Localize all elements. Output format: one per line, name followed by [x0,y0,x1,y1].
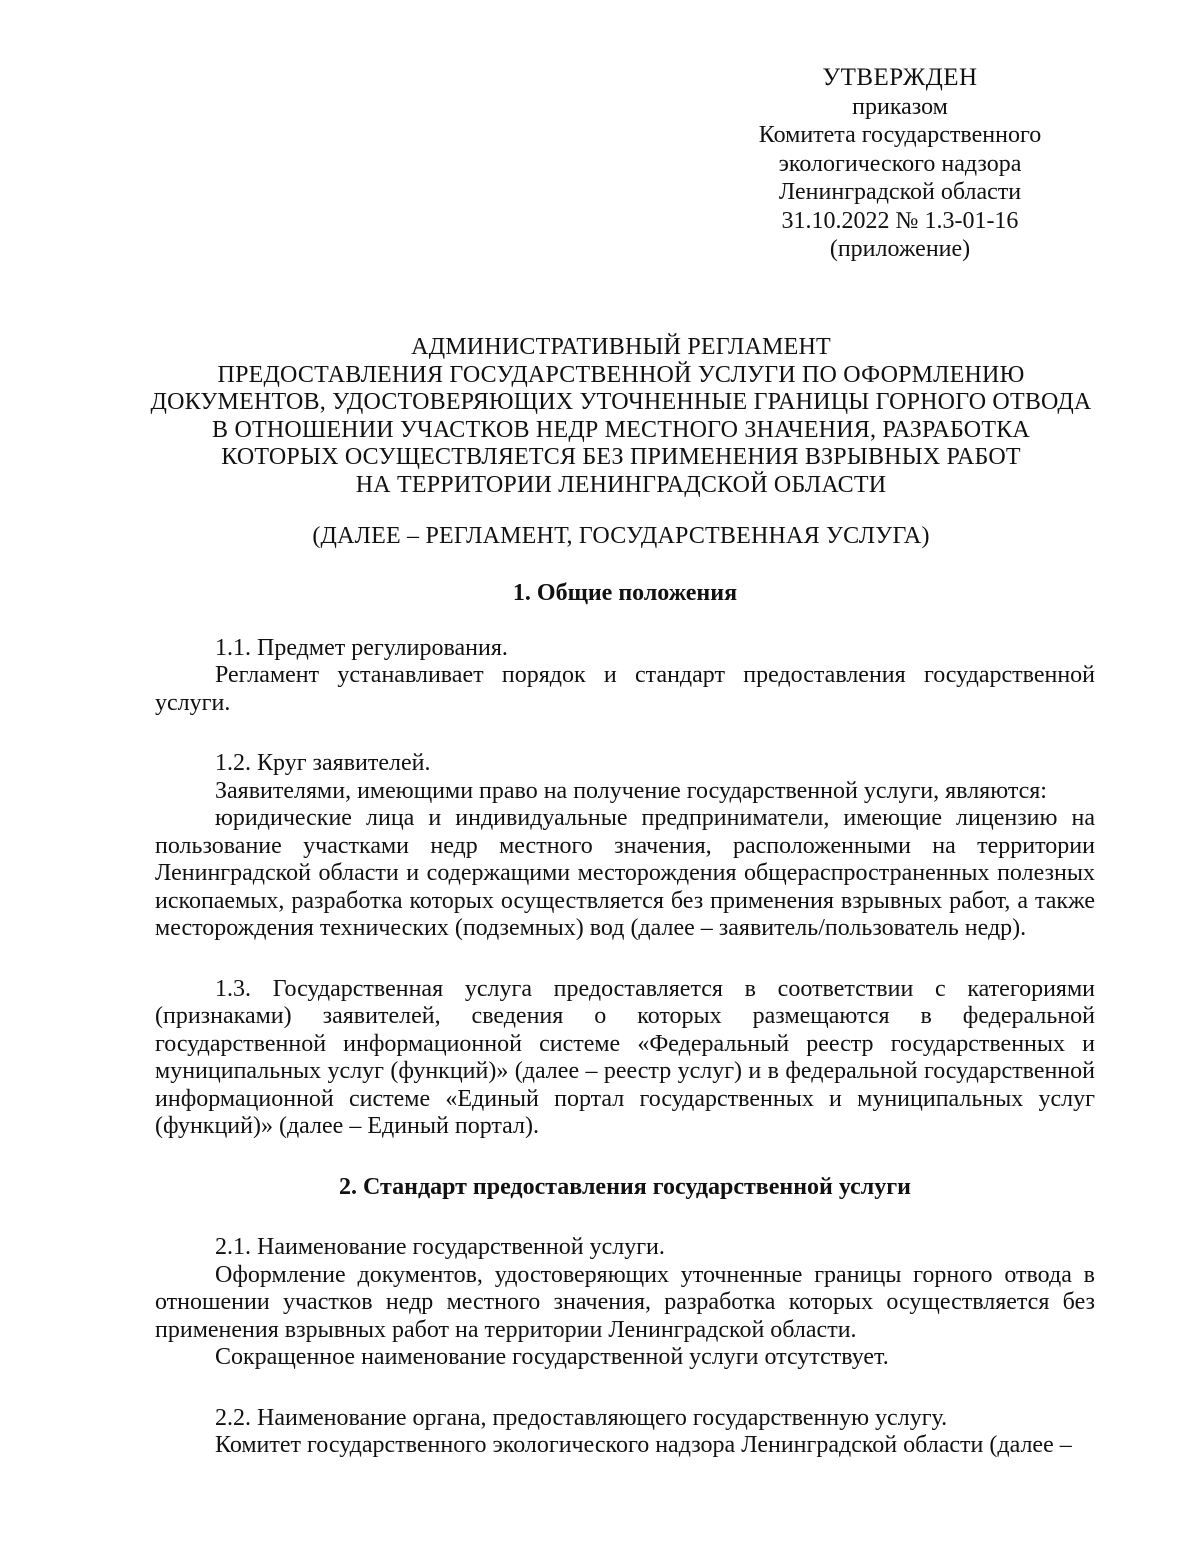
title-line: АДМИНИСТРАТИВНЫЙ РЕГЛАМЕНТ [411,334,831,360]
clause-2-1-title: 2.1. Наименование государственной услуги. [215,1234,665,1260]
clause-1-1-title: 1.1. Предмет регулирования. [215,634,508,661]
title-line: ПРЕДОСТАВЛЕНИЯ ГОСУДАРСТВЕННОЙ УСЛУГИ ПО ОФОРМЛЕНИЮ [217,361,1025,388]
section-1-heading: 1. Общие положения [512,580,738,606]
title-line: НА ТЕРРИТОРИИ ЛЕНИНГРАДСКОЙ ОБЛАСТИ [355,471,887,498]
approval-line: Ленинградской области [778,179,1022,205]
approval-stamp [720,64,1080,264]
clause-2-1-text: Оформление документов, удостоверяющих уточненные границы горного отвода в отношении участков недр местного значения, разработка которых осуществляется без применения взрывных работ на территории Ленинградской области. [155,1261,1095,1343]
clause-1-2-title: 1.2. Круг заявителей. [215,750,431,776]
approval-line: приказом [852,93,948,120]
clause-1-1-text: Регламент устанавливает порядок и стандарт предоставления государственной услуги. [155,662,1095,716]
approval-line: (приложение) [829,236,971,262]
clause-1-2-text-2: юридические лица и индивидуальные предприниматели, имеющие лицензию на пользование участками недр местного значения, расположенными на территории Ленинградской области и содержащими месторождения общераспространенных полезных ископаемых, разработка которых осуществляется без применения взрывных работ, а также месторождения технических (подземных) вод (далее – заявитель/пользователь недр). [155,805,1095,941]
clause-1-3-text: 1.3. Государственная услуга предоставляется в соответствии с категориями (признаками) заявителей, сведения о которых размещаются в федеральной государственной информационной системе «Федеральный реестр государственных и муниципальных услуг (функций)» (далее – реестр услуг) и в федеральной государственной информационной системе «Единый портал государственных и муниципальных услуг (функций)» (далее – Единый портал). [155,975,1095,1139]
approval-line: экологического надзора [778,150,1022,177]
title-line: В ОТНОШЕНИИ УЧАСТКОВ НЕДР МЕСТНОГО ЗНАЧЕНИЯ, РАЗРАБОТКА [212,416,1030,443]
approval-line: 31.10.2022 № 1.3-01-16 [781,207,1019,234]
approval-title: УТВЕРЖДЕН [822,64,978,91]
approval-line: Комитета государственного [758,122,1042,148]
document-subtitle: (ДАЛЕЕ – РЕГЛАМЕНТ, ГОСУДАРСТВЕННАЯ УСЛУГА) [312,523,930,549]
clause-1-2-text-1: Заявителями, имеющими право на получение государственной услуги, являются: [215,777,1047,804]
section-2-heading: 2. Стандарт предоставления государственной услуги [339,1173,911,1200]
title-line: ДОКУМЕНТОВ, УДОСТОВЕРЯЮЩИХ УТОЧНЕННЫЕ ГРАНИЦЫ ГОРНОГО ОТВОДА [150,389,1092,415]
document-body [155,580,1095,1460]
clause-2-1-short-name: Сокращенное наименование государственной услуги отсутствует. [215,1344,889,1370]
document-title [140,334,1102,499]
clause-2-2-title: 2.2. Наименование органа, предоставляющего государственную услугу. [215,1404,948,1431]
clause-2-2-text: Комитет государственного экологического надзора Ленинградской области (далее – [215,1432,1072,1458]
title-line: КОТОРЫХ ОСУЩЕСТВЛЯЕТСЯ БЕЗ ПРИМЕНЕНИЯ ВЗРЫВНЫХ РАБОТ [221,444,1021,470]
